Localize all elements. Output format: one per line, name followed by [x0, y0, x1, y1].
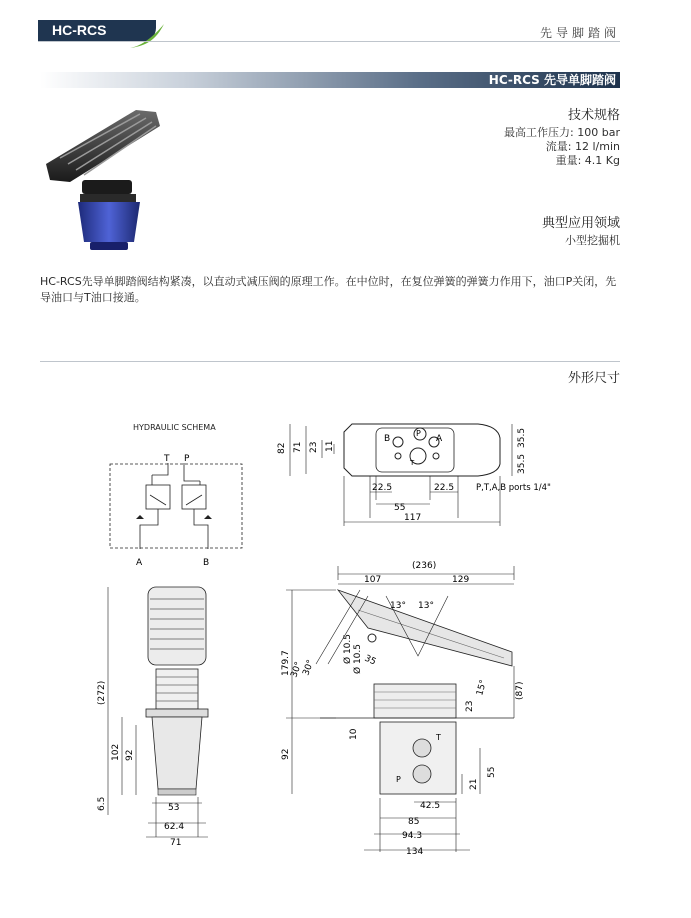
side-angle-30-a: 30° — [289, 660, 305, 680]
category-title: 先导脚踏阀 — [539, 26, 620, 40]
top-ports-note: P,T,A,B ports 1/4" — [476, 483, 551, 493]
schema-port-a: A — [136, 558, 143, 568]
side-angle-30-b: 30° — [301, 658, 317, 678]
side-dim-21: 21 — [469, 778, 479, 790]
hydraulic-schema — [100, 415, 250, 575]
side-port-p: P — [396, 775, 401, 784]
front-dim-102: 102 — [111, 743, 121, 761]
product-title: HC-RCS 先导单脚踏阀 — [488, 73, 616, 87]
front-dim-6-5: 6.5 — [97, 796, 107, 811]
side-angle-15: 15° — [475, 678, 490, 697]
top-dim-55: 55 — [394, 503, 406, 513]
spec-weight: 重量: 4.1 Kg — [555, 154, 620, 167]
specs-heading: 技术规格 — [567, 108, 620, 123]
dimensions-heading: 外形尺寸 — [567, 371, 620, 386]
schema-port-b: B — [203, 558, 210, 568]
side-dim-92: 92 — [281, 748, 291, 760]
top-dim-22-5-b: 22.5 — [434, 483, 455, 493]
side-dim-42-5: 42.5 — [420, 801, 441, 811]
front-dim-71: 71 — [170, 838, 182, 848]
schema-port-t: T — [164, 454, 170, 464]
spec-pressure: 最高工作压力: 100 bar — [504, 126, 620, 139]
front-dim-62-4: 62.4 — [164, 822, 185, 832]
front-dim-92: 92 — [125, 749, 135, 761]
side-dim-107: 107 — [364, 575, 382, 585]
side-dim-55: 55 — [487, 766, 497, 778]
top-port-p: P — [416, 429, 421, 438]
swoosh-logo-icon — [128, 22, 168, 52]
pedal-photo — [40, 96, 170, 256]
side-dim-35: 35 — [362, 653, 378, 668]
application-text: 小型挖掘机 — [565, 234, 620, 247]
model-tag: HC-RCS — [52, 22, 107, 38]
side-dim-94-3: 94.3 — [402, 831, 423, 841]
spec-flow: 流量: 12 l/min — [545, 140, 620, 153]
side-angle-13-a: 13° — [390, 601, 406, 611]
front-dim-272: (272) — [97, 680, 107, 705]
side-dim-85: 85 — [408, 817, 420, 827]
top-port-t: T — [410, 459, 415, 467]
side-angle-13-b: 13° — [418, 601, 434, 611]
top-dim-35-5-a: 35.5 — [517, 427, 527, 448]
top-dim-22-5-a: 22.5 — [372, 483, 393, 493]
top-dim-23: 23 — [309, 441, 319, 453]
intro-paragraph: HC-RCS先导单脚踏阀结构紧凑，以直动式减压阀的原理工作。在中位时，在复位弹簧的弹簧力作用下，油口P关闭，先导油口与T油口接通。 — [40, 275, 617, 304]
side-dim-129: 129 — [452, 575, 470, 585]
top-dim-82: 82 — [277, 442, 287, 454]
side-dim-236: (236) — [412, 561, 437, 571]
top-port-b: B — [384, 434, 391, 444]
top-dim-117: 117 — [404, 513, 422, 523]
front-view-drawing — [96, 585, 246, 850]
schema-title: HYDRAULIC SCHEMA — [133, 423, 216, 432]
top-dim-35-5-b: 35.5 — [517, 453, 527, 474]
side-view-drawing — [276, 556, 536, 856]
top-dim-11: 11 — [325, 440, 335, 452]
top-view-drawing — [272, 408, 572, 538]
schema-port-p: P — [184, 454, 190, 464]
front-dim-53: 53 — [168, 803, 180, 813]
application-heading: 典型应用领域 — [541, 216, 620, 231]
top-port-a: A — [436, 434, 443, 444]
side-dia-10-5-b: Ø 10.5 — [353, 644, 363, 674]
top-dim-71: 71 — [293, 441, 303, 453]
side-port-t: T — [436, 733, 441, 742]
side-dim-23: 23 — [465, 700, 475, 712]
header-rule — [38, 41, 620, 42]
side-dim-87: (87) — [515, 681, 525, 700]
side-dia-10-5-a: Ø 10.5 — [343, 634, 353, 664]
side-dim-179-7: 179.7 — [281, 650, 291, 676]
side-dim-134: 134 — [406, 847, 424, 856]
dimensions-rule — [40, 361, 620, 362]
side-dim-10: 10 — [349, 728, 359, 740]
